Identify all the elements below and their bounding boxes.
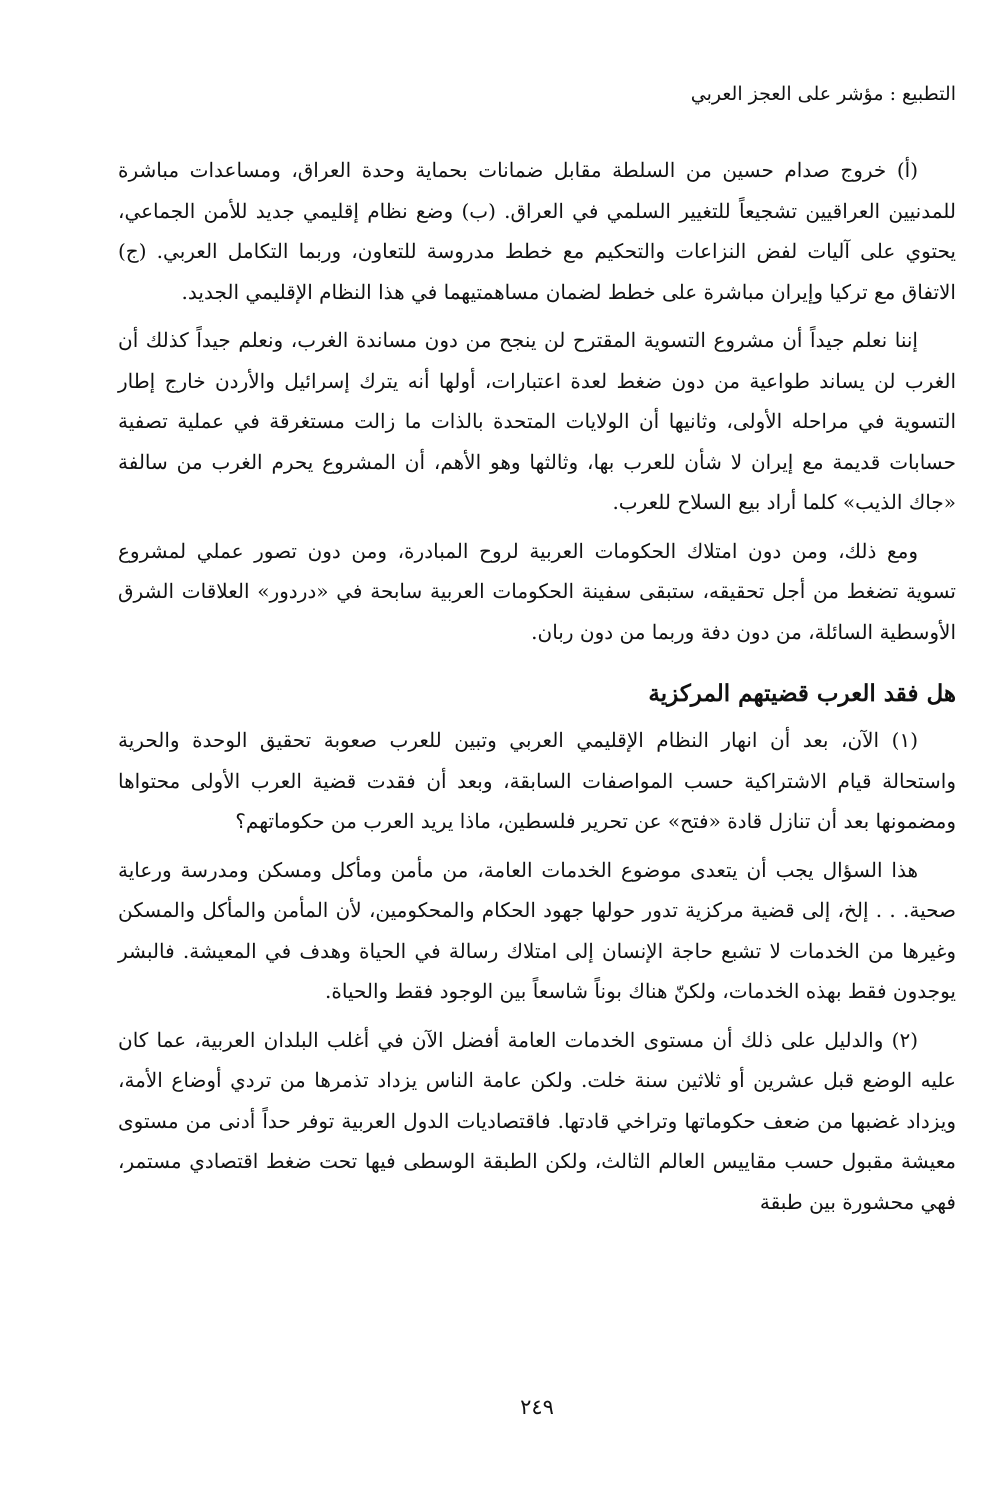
book-page (118, 0, 956, 1493)
paragraph-western-support: إننا نعلم جيداً أن مشروع التسوية المقترح لن ينجح من دون مساندة الغرب، ونعلم جيداً كذلك أن الغرب لن يساند طواعية من دون ضغط لعدة اعتبارات، أولها أنه يترك إسرائيل والأردن خارج إطار التسوية في مراحله الأولى، وثانيها أن الولايات المتحدة بالذات ما زالت مستغرقة في عملية تصفية حسابات قديمة مع إيران لا شأن للعرب بها، وثالثها وهو الأهم، أن المشروع يحرم الغرب من سالفة «جاك الذيب» كلما أراد بيع السلاح للعرب. (118, 328, 956, 514)
paragraph-point-one: (١) الآن، بعد أن انهار النظام الإقليمي العربي وتبين للعرب صعوبة تحقيق الوحدة والحرية واستحالة قيام الاشتراكية حسب المواصفات السابقة، وبعد أن فقدت قضية العرب الأولى محتواها ومضمونها بعد أن تنازل قادة «فتح» عن تحرير فلسطين، ماذا يريد العرب من حكوماتهم؟ (118, 728, 956, 833)
paragraph-settlement-terms: (أ) خروج صدام حسين من السلطة مقابل ضمانات بحماية وحدة العراق، ومساعدات مباشرة للمدنيين العراقيين تشجيعاً للتغيير السلمي في العراق. (ب) وضع نظام إقليمي جديد للأمن الجماعي، يحتوي على آليات لفض النزاعات والتحكيم مع خطط مدروسة للتعاون، وربما التكامل العربي. (ج) الاتفاق مع تركيا وإيران مباشرة على خطط لضمان مساهمتيهما في هذا النظام الإقليمي الجديد. (118, 158, 956, 304)
running-header: التطبيع : مؤشر على العجز العربي (690, 83, 956, 105)
paragraph-point-two: (٢) والدليل على ذلك أن مستوى الخدمات العامة أفضل الآن في أغلب البلدان العربية، عما كان عليه الوضع قبل عشرين أو ثلاثين سنة خلت. ولكن عامة الناس يزداد تذمرها من تردي أوضاع الأمة، ويزداد غضبها من ضعف حكوماتها وتراخي قادتها. فاقتصاديات الدول العربية توفر حداً أدنى من مستوى معيشة مقبول حسب مقاييس العالم الثالث، ولكن الطبقة الوسطى فيها تحت ضغط اقتصادي مستمر، فهي محشورة بين طبقة (118, 1027, 956, 1214)
section-heading: هل فقد العرب قضيتهم المركزية (648, 680, 956, 707)
paragraph-arab-initiative: ومع ذلك، ومن دون امتلاك الحكومات العربية لروح المبادرة، ومن دون تصور عملي لمشروع تسوية تضغط من أجل تحقيقه، ستبقى سفينة الحكومات العربية سابحة في «دردور» العلاقات الشرق الأوسطية السائلة، من دون دفة وربما من دون ربان. (118, 538, 956, 644)
body-text (118, 150, 956, 1230)
paragraph-public-services: هذا السؤال يجب أن يتعدى موضوع الخدمات العامة، من مأمن ومأكل ومسكن ومدرسة ورعاية صحية. . . إلخ، إلى قضية مركزية تدور حولها جهود الحكام والمحكومين، لأن المأمن والمأكل والمسكن وغيرها من الخدمات لا تشبع حاجة الإنسان إلى امتلاك رسالة في الحياة وهدف في المعيشة. فالبشر يوجدون فقط بهذه الخدمات، ولكنّ هناك بوناً شاسعاً بين الوجود فقط والحياة. (118, 857, 957, 1003)
page-number: ٢٤٩ (520, 1395, 554, 1419)
